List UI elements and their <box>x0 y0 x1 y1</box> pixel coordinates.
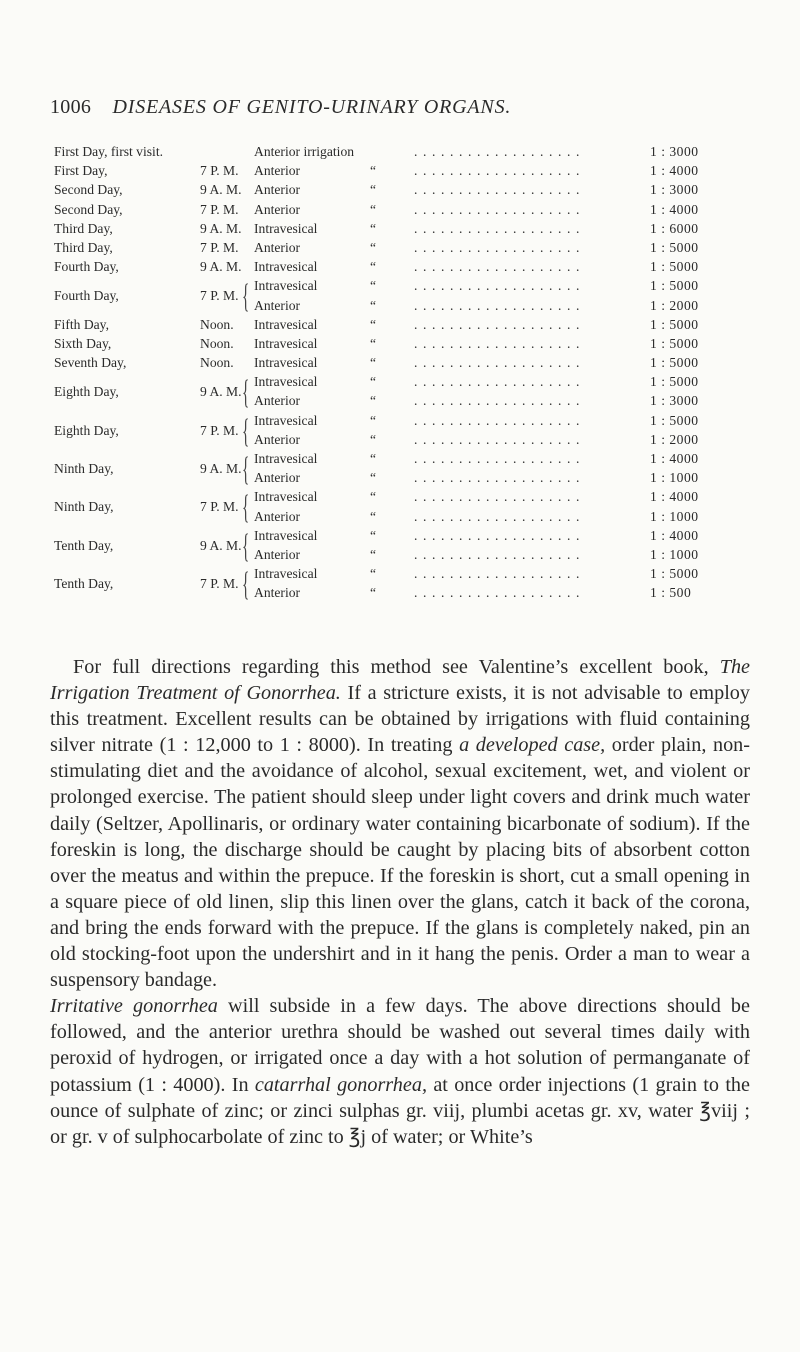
ratio-cell: 1 : 5000 <box>650 259 699 275</box>
paragraph: For full directions regarding this method see Valentine’s excellent book, The Irrigation Treatment of Gonorrhea. If a stricture exists, it is not advisable to employ this treatment. Excellent results can be obtained by irrigations with fluid containing silver nitrate (1 : 12,000 to 1 : 8000). In treating a developed case, order plain, non-stimulating diet and the avoidance of alcohol, sexual excitement, wet, and violent or prolonged exercise. The patient should sleep under light covers and drink much water daily (Seltzer, Apollinaris, or ordinary water containing bicarbonate of sodium). If the foreskin is long, the discharge should be caught by placing bits of absorbent cotton over the meatus and within the prepuce. If the foreskin is short, cut a small opening in a square piece of old linen, slip this linen over the glans, catch it back of the corona, and bring the ends forward with the prepuce. If the glans is completely naked, pin an old stocking-foot upon the undershirt and in it hang the penis. Order a man to wear a suspensory bandage. <box>50 656 750 992</box>
ratio-cell: 1 : 4000 <box>650 201 699 217</box>
ratio-cell: 1 : 6000 <box>650 220 699 236</box>
time-cell: 7 P. M. <box>200 201 239 217</box>
table-row <box>54 259 746 278</box>
irrigation-cell: Anterior irrigation <box>254 144 355 159</box>
leader-dots: ................... <box>414 259 585 275</box>
ditto-mark: “ <box>370 489 377 505</box>
table-row <box>54 393 746 412</box>
ditto-mark: “ <box>370 470 377 486</box>
irrigation-cell: Anterior <box>254 470 301 486</box>
irrigation-cell: Intravesical <box>254 278 318 294</box>
ditto-mark: “ <box>370 335 377 351</box>
leader-dots: ................... <box>414 527 585 543</box>
ratio-cell: 1 : 4000 <box>650 527 699 543</box>
irrigation-cell: Intravesical <box>254 220 318 236</box>
table-row <box>54 240 746 259</box>
irrigation-cell: Anterior <box>254 297 301 313</box>
table-row <box>54 355 746 374</box>
ditto-mark: “ <box>370 259 377 275</box>
time-cell: Noon. <box>200 335 234 351</box>
leader-dots: ................... <box>414 374 585 390</box>
table-row <box>54 202 746 221</box>
irrigation-cell: Anterior <box>254 239 301 255</box>
time-cell: 7 P. M. <box>200 163 239 179</box>
ditto-mark: “ <box>370 393 377 409</box>
leader-dots: ................... <box>414 220 585 236</box>
ditto-mark: “ <box>370 316 377 332</box>
ditto-mark: “ <box>370 566 377 582</box>
leader-dots: ................... <box>414 163 585 179</box>
day-cell: Third Day, <box>54 239 113 255</box>
irrigation-cell: Intravesical <box>254 489 318 505</box>
time-cell: Noon. <box>200 316 234 332</box>
leader-dots: ................... <box>414 489 585 505</box>
brace-icon: { <box>242 374 250 412</box>
leader-dots: ................... <box>414 585 585 601</box>
table-row <box>54 489 746 508</box>
brace-icon: { <box>242 278 250 316</box>
time-cell: 7 P. M. <box>200 239 239 255</box>
irrigation-cell: Intravesical <box>254 316 318 332</box>
ratio-cell: 1 : 5000 <box>650 316 699 332</box>
ratio-cell: 1 : 2000 <box>650 431 699 447</box>
table-row <box>54 566 746 585</box>
ratio-cell: 1 : 5000 <box>650 335 699 351</box>
table-row-group <box>54 374 746 412</box>
brace-icon: { <box>242 489 250 527</box>
ratio-cell: 1 : 5000 <box>650 412 699 428</box>
day-cell: Fifth Day, <box>54 316 109 332</box>
ratio-cell: 1 : 5000 <box>650 374 699 390</box>
table-row <box>54 528 746 547</box>
brace-icon: { <box>242 527 250 565</box>
table-row-group <box>54 413 746 451</box>
time-cell: 9 A. M. <box>200 384 242 400</box>
ratio-cell: 1 : 500 <box>650 585 692 601</box>
table-row-group <box>54 451 746 489</box>
table-row <box>54 451 746 470</box>
ratio-cell: 1 : 5000 <box>650 355 699 371</box>
table-row <box>54 585 746 604</box>
table-row <box>54 163 746 182</box>
paragraph: Irritative gonorrhea will subside in a few days. The above directions should be followed, and the anterior urethra should be washed out several times daily with peroxid of hydrogen, or irrigated once a day with a hot solution of permanganate of potassium (1 : 4000). In catarrhal gonorrhea, at once order injections (1 grain to the ounce of sulphate of zinc; or zinci sulphas gr. viij, plumbi acetas gr. xv, water ℥viij ; or gr. v of sulphocarbolate of zinc to ℥j of water; or White’s <box>50 995 750 1148</box>
page-header <box>50 96 511 119</box>
ditto-mark: “ <box>370 546 377 562</box>
day-cell: First Day, first visit. <box>54 144 164 159</box>
ratio-cell: 1 : 2000 <box>650 297 699 313</box>
table-row-group <box>54 566 746 604</box>
ditto-mark: “ <box>370 451 377 466</box>
brace-icon: { <box>242 412 250 450</box>
body-text <box>50 654 750 1150</box>
irrigation-cell: Intravesical <box>254 527 318 543</box>
day-cell: Seventh Day, <box>54 355 127 371</box>
leader-dots: ................... <box>414 451 585 466</box>
ratio-cell: 1 : 5000 <box>650 278 699 294</box>
time-cell: 7 P. M. <box>200 499 239 515</box>
leader-dots: ................... <box>414 412 585 428</box>
irrigation-cell: Intravesical <box>254 335 318 351</box>
table-row <box>54 374 746 393</box>
ratio-cell: 1 : 5000 <box>650 566 699 582</box>
irrigation-cell: Anterior <box>254 163 301 179</box>
time-cell: 7 P. M. <box>200 576 239 592</box>
day-cell: Tenth Day, <box>54 537 114 553</box>
day-cell: Eighth Day, <box>54 384 119 400</box>
time-cell: 9 A. M. <box>200 259 242 275</box>
table-row <box>54 182 746 201</box>
day-cell: Second Day, <box>54 201 123 217</box>
day-cell: Sixth Day, <box>54 335 112 351</box>
table-row-group <box>54 528 746 566</box>
table-row <box>54 432 746 451</box>
irrigation-cell: Intravesical <box>254 412 318 428</box>
leader-dots: ................... <box>414 508 585 524</box>
ditto-mark: “ <box>370 182 377 198</box>
time-cell: 7 P. M. <box>200 422 239 438</box>
leader-dots: ................... <box>414 335 585 351</box>
day-cell: Ninth Day, <box>54 499 114 515</box>
leader-dots: ................... <box>414 144 585 159</box>
leader-dots: ................... <box>414 355 585 371</box>
irrigation-cell: Anterior <box>254 182 301 198</box>
leader-dots: ................... <box>414 278 585 294</box>
table-row <box>54 278 746 297</box>
time-cell: 9 A. M. <box>200 182 242 198</box>
leader-dots: ................... <box>414 297 585 313</box>
brace-icon: { <box>242 451 250 488</box>
time-cell: 7 P. M. <box>200 288 239 304</box>
ditto-mark: “ <box>370 431 377 447</box>
ditto-mark: “ <box>370 297 377 313</box>
time-cell: 9 A. M. <box>200 220 242 236</box>
day-cell: Fourth Day, <box>54 288 119 304</box>
table-row <box>54 336 746 355</box>
table-row <box>54 509 746 528</box>
leader-dots: ................... <box>414 566 585 582</box>
time-cell: 9 A. M. <box>200 461 242 476</box>
ratio-cell: 1 : 3000 <box>650 182 699 198</box>
ratio-cell: 1 : 4000 <box>650 451 699 466</box>
ditto-mark: “ <box>370 412 377 428</box>
brace-icon: { <box>242 566 250 604</box>
ratio-cell: 1 : 1000 <box>650 546 699 562</box>
leader-dots: ................... <box>414 239 585 255</box>
table-row <box>54 413 746 432</box>
irrigation-cell: Anterior <box>254 201 301 217</box>
ditto-mark: “ <box>370 239 377 255</box>
irrigation-cell: Intravesical <box>254 355 318 371</box>
ditto-mark: “ <box>370 220 377 236</box>
irrigation-cell: Anterior <box>254 393 301 409</box>
day-cell: Third Day, <box>54 220 113 236</box>
ditto-mark: “ <box>370 527 377 543</box>
ditto-mark: “ <box>370 163 377 179</box>
leader-dots: ................... <box>414 393 585 409</box>
table-row <box>54 470 746 489</box>
book-title: The Irrigation Treatment of Gonorrhea. <box>50 656 750 705</box>
leader-dots: ................... <box>414 201 585 217</box>
ratio-cell: 1 : 3000 <box>650 393 699 409</box>
ditto-mark: “ <box>370 201 377 217</box>
irrigation-cell: Anterior <box>254 585 301 601</box>
table-row <box>54 144 746 163</box>
irrigation-cell: Intravesical <box>254 259 318 275</box>
day-cell: Tenth Day, <box>54 576 114 592</box>
day-cell: Eighth Day, <box>54 422 119 438</box>
ratio-cell: 1 : 1000 <box>650 508 699 524</box>
irrigation-cell: Intravesical <box>254 374 318 390</box>
ditto-mark: “ <box>370 278 377 294</box>
irrigation-cell: Intravesical <box>254 566 318 582</box>
leader-dots: ................... <box>414 470 585 486</box>
ratio-cell: 1 : 5000 <box>650 239 699 255</box>
time-cell: 9 A. M. <box>200 537 242 553</box>
page-number: 1006 <box>50 96 92 118</box>
table-row <box>54 298 746 317</box>
irrigation-cell: Anterior <box>254 546 301 562</box>
ditto-mark: “ <box>370 585 377 601</box>
leader-dots: ................... <box>414 182 585 198</box>
ratio-cell: 1 : 1000 <box>650 470 699 486</box>
running-title: DISEASES OF GENITO-URINARY ORGANS. <box>112 96 512 118</box>
table-row-group <box>54 489 746 527</box>
ratio-cell: 1 : 3000 <box>650 144 699 159</box>
day-cell: First Day, <box>54 163 108 179</box>
table-row <box>54 317 746 336</box>
ratio-cell: 1 : 4000 <box>650 489 699 505</box>
table-row-group <box>54 278 746 316</box>
leader-dots: ................... <box>414 316 585 332</box>
day-cell: Ninth Day, <box>54 461 114 476</box>
leader-dots: ................... <box>414 546 585 562</box>
irrigation-cell: Anterior <box>254 431 301 447</box>
irrigation-cell: Intravesical <box>254 451 318 466</box>
day-cell: Fourth Day, <box>54 259 119 275</box>
day-cell: Second Day, <box>54 182 123 198</box>
ratio-cell: 1 : 4000 <box>650 163 699 179</box>
time-cell: Noon. <box>200 355 234 371</box>
irrigation-schedule-table <box>54 144 746 605</box>
irrigation-cell: Anterior <box>254 508 301 524</box>
ditto-mark: “ <box>370 508 377 524</box>
ditto-mark: “ <box>370 374 377 390</box>
ditto-mark: “ <box>370 355 377 371</box>
table-row <box>54 547 746 566</box>
table-row <box>54 221 746 240</box>
leader-dots: ................... <box>414 431 585 447</box>
